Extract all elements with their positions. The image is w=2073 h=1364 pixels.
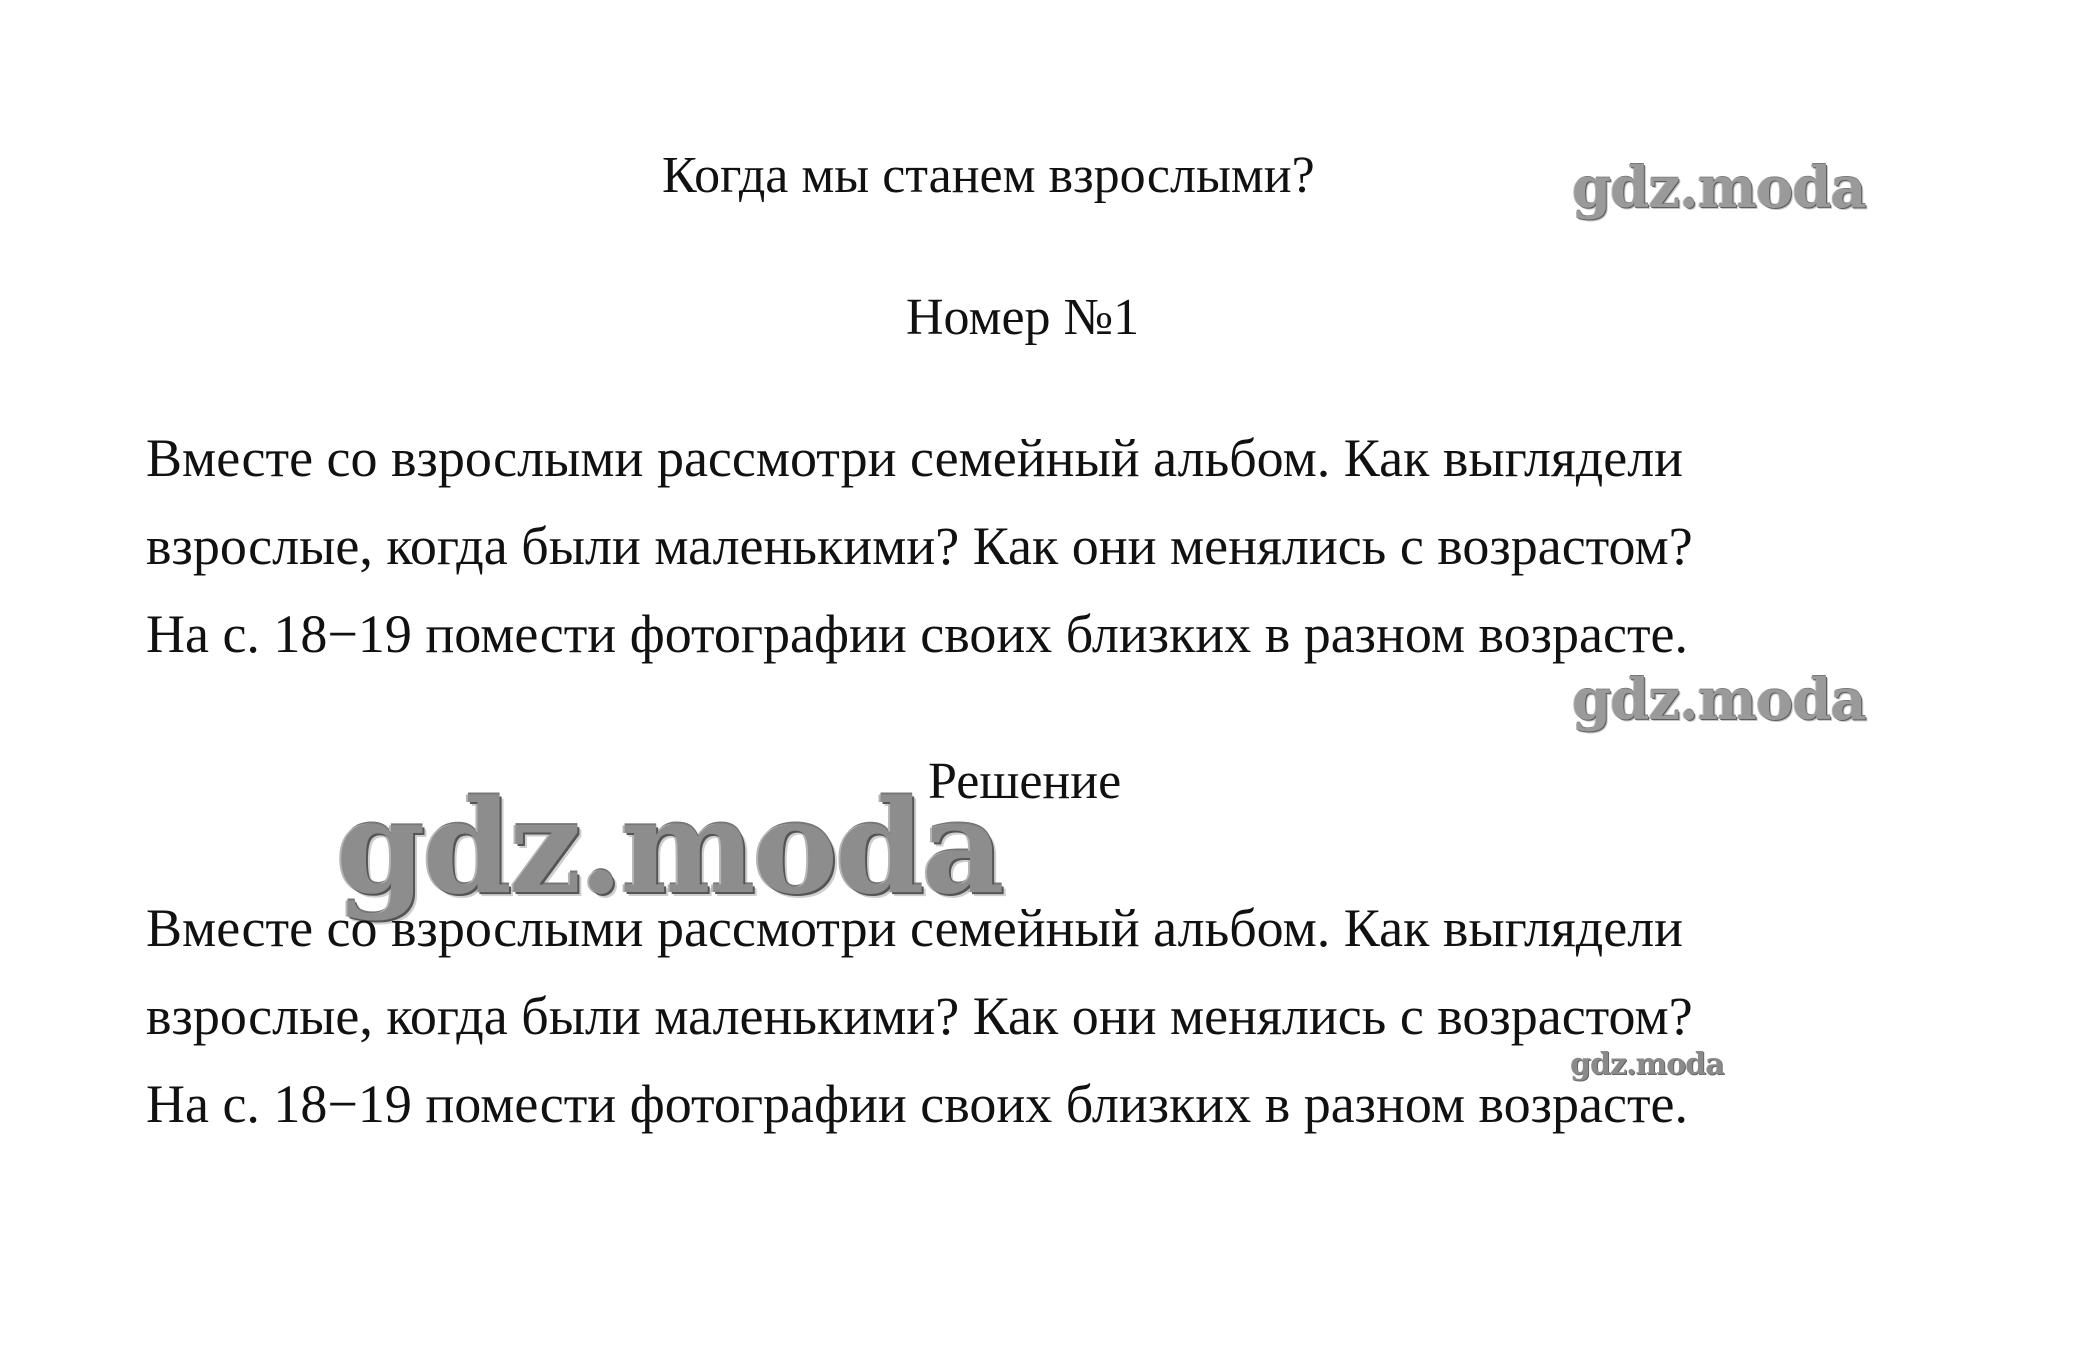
solution-line: На с. 18−19 помести фотографии своих близких в разном возрасте.: [146, 1074, 1689, 1134]
solution-heading: Решение: [928, 753, 1122, 810]
task-line: Вместе со взрослыми рассмотри семейный альбом. Как выглядели: [146, 428, 1684, 488]
watermark-big-left: gdz.moda: [336, 773, 1002, 923]
solution-line: взрослые, когда были маленькими? Как они менялись с возрастом?: [146, 986, 1693, 1046]
watermark-top-right: gdz.moda: [1572, 155, 1866, 221]
task-number: Номер №1: [906, 289, 1140, 346]
task-text: [146, 414, 1886, 678]
document-title: Когда мы станем взрослыми?: [662, 147, 1315, 204]
solution-text: [146, 884, 1886, 1148]
solution-line: Вместе со взрослыми рассмотри семейный альбом. Как выглядели: [146, 898, 1684, 958]
watermark-small-bottom: gdz.moda: [1570, 1047, 1724, 1082]
watermark-mid-right: gdz.moda: [1572, 667, 1866, 733]
task-line: На с. 18−19 помести фотографии своих близких в разном возрасте.: [146, 604, 1689, 664]
task-line: взрослые, когда были маленькими? Как они менялись с возрастом?: [146, 516, 1693, 576]
